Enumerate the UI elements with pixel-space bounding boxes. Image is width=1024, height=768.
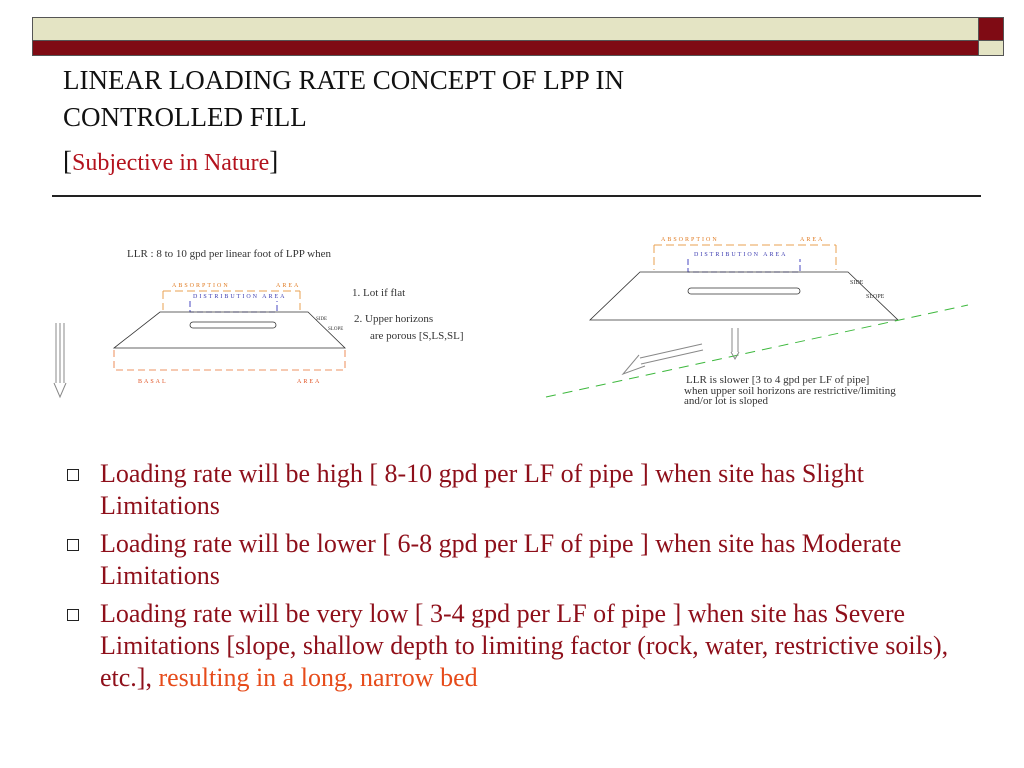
bullet-item (62, 528, 972, 592)
title-line-2: CONTROLLED FILL (63, 102, 307, 132)
left-slope-label: SLOPE (328, 327, 344, 332)
right-pipe (688, 288, 800, 294)
left-distribution-bracket (190, 301, 277, 312)
square-bullet-icon (67, 609, 79, 621)
right-down-arrow (731, 328, 739, 359)
right-distribution-bracket (688, 259, 800, 272)
right-absorption-label: ABSORPTION (661, 237, 719, 243)
bullet-text: Loading rate will be high [ 8-10 gpd per LF of pipe ] when site has Slight Limitations (100, 459, 864, 520)
right-llr-line-2: when upper soil horizons are restrictive/limiting (684, 385, 896, 397)
left-basal-bracket (114, 350, 345, 370)
square-bullet-icon (67, 469, 79, 481)
bullet-text: Loading rate will be lower [ 6-8 gpd per LF of pipe ] when site has Moderate Limitations (100, 529, 902, 590)
left-down-arrow (54, 323, 66, 397)
bullet-item (62, 598, 972, 694)
subtitle-text: Subjective in Nature (72, 150, 270, 176)
left-absorption-label: ABSORPTION (172, 283, 230, 289)
left-diagram (54, 248, 464, 397)
right-side-label: SIDE (850, 280, 864, 286)
right-llr-line-3: and/or lot is sloped (684, 395, 769, 407)
left-basal-label: BASAL (138, 379, 168, 385)
right-llr-line-1: LLR is slower [3 to 4 gpd per LF of pipe] (686, 374, 870, 386)
bullet-list (62, 458, 972, 700)
bullet-accent-text: resulting in a long, narrow bed (158, 663, 478, 692)
right-absorption-area-label: AREA (800, 237, 825, 243)
left-note-2: 2. Upper horizons (354, 313, 434, 325)
subtitle-close-bracket: ] (269, 146, 279, 176)
left-pipe (190, 322, 276, 328)
right-distribution-label: DISTRIBUTION AREA (694, 252, 788, 258)
left-distribution-label: DISTRIBUTION AREA (193, 294, 287, 300)
left-note-1: 1. Lot if flat (352, 287, 406, 299)
bullet-item (62, 458, 972, 522)
left-bed-shape (114, 312, 345, 348)
left-absorption-area-label: AREA (276, 283, 301, 289)
left-llr-text: LLR : 8 to 10 gpd per linear foot of LPP when (127, 248, 331, 260)
left-note-3: are porous [S,LS,SL] (370, 330, 464, 342)
bullet-text: Loading rate will be very low [ 3-4 gpd per LF of pipe ] when site has Severe Limitations [slope, shallow depth to limiting factor (rock, water, restrictive soils), etc.], (100, 599, 949, 692)
title-line-1: LINEAR LOADING RATE CONCEPT OF LPP IN (63, 65, 625, 95)
subtitle-open-bracket: [ (63, 146, 72, 176)
square-bullet-icon (67, 539, 79, 551)
right-slanted-arrow (623, 344, 703, 374)
left-side-label: SIDE (316, 317, 328, 322)
right-diagram (546, 237, 968, 407)
right-slope-label: SLOPE (866, 294, 885, 300)
left-basal-area-label: AREA (297, 379, 322, 385)
